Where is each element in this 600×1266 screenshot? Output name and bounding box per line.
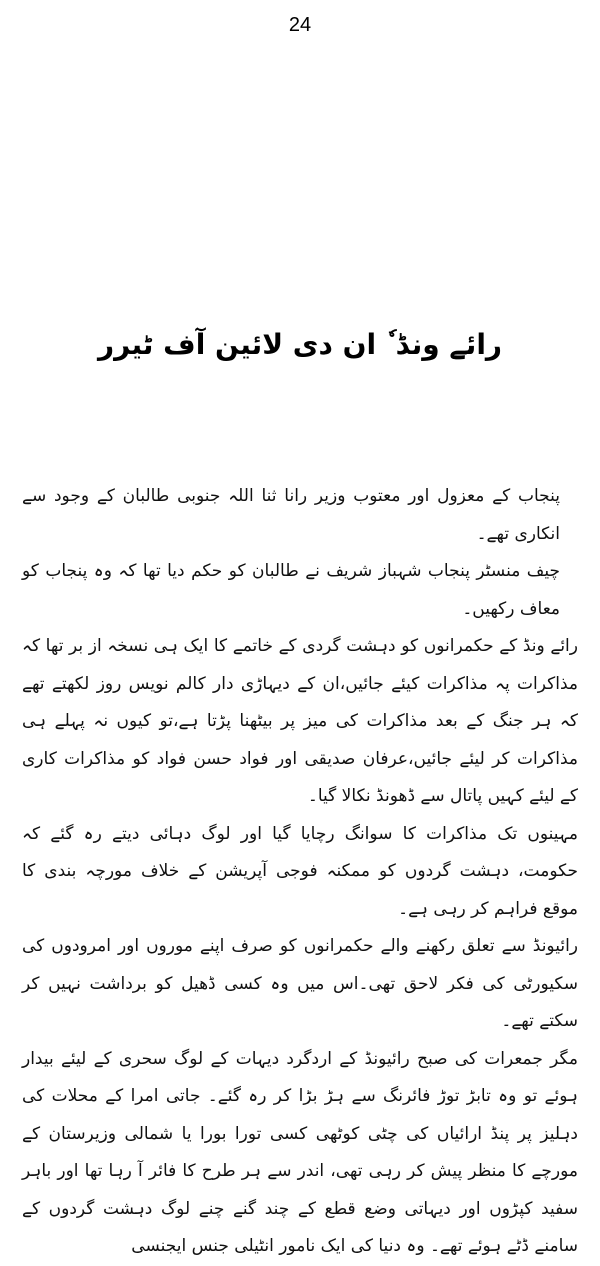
- page-number: 24: [288, 14, 312, 36]
- paragraph: رائے ونڈ کے حکمرانوں کو دہشت گردی کے خاتمے کا ایک ہی نسخہ از بر تھا کہ مذاکرات پہ مذاکرات کیئے جائیں،ان کے دیہاڑی دار کالم نویس روز لکھتے تھے کہ ہر جنگ کے بعد مذاکرات کی میز پر بیٹھنا پڑتا ہے،تو کیوں نہ پہلے ہی مذاکرات کر لیئے جائیں،عرفان صدیقی اور فواد حسن فواد کو مذاکرات کاری کے لیئے کہیں پاتال سے ڈھونڈ نکالا گیا۔: [22, 636, 578, 806]
- paragraph: مگر جمعرات کی صبح رائیونڈ کے اردگرد دیہات کے لوگ سحری کے لیئے بیدار ہوئے تو وہ تابڑ توڑ فائرنگ سے ہڑ بڑا کر رہ گئے۔ جاتی امرا کے محلات کی دہلیز پر پنڈ ارائیاں کی چٹی کوٹھی کسی تورا بورا یا شمالی وزیرستان کے مورچے کا منظر پیش کر رہی تھی، اندر سے ہر طرح کا فائر آ رہا تھا اور باہر سفید کپڑوں اور دیہاتی وضع قطع کے چند گنے چنے لوگ دہشت گردوں کے سامنے ڈٹے ہوئے تھے۔ وہ دنیا کی ایک نامور انٹیلی جنس ایجنسی: [22, 1048, 578, 1256]
- paragraph: پنجاب کے معزول اور معتوب وزیر رانا ثنا اللہ جنوبی طالبان کے وجود سے انکاری تھے۔: [22, 486, 560, 544]
- paragraph: چیف منسٹر پنجاب شہباز شریف نے طالبان کو حکم دیا تھا کہ وہ پنجاب کو معاف رکھیں۔: [22, 561, 560, 619]
- paragraph: مہینوں تک مذاکرات کا سوانگ رچایا گیا اور لوگ دہائی دیتے رہ گئے کہ حکومت، دہشت گردوں کو ممکنہ فوجی آپریشن کے خلاف مورچہ بندی کا موقع فراہم کر رہی ہے۔: [22, 823, 578, 919]
- paragraph: رائیونڈ سے تعلق رکھنے والے حکمرانوں کو صرف اپنے موروں اور امرودوں کی سکیورٹی کی فکر لاحق تھی۔اس میں وہ کسی ڈھیل کو برداشت نہیں کر سکتے تھے۔: [22, 936, 578, 1031]
- body-text: [22, 478, 578, 1266]
- chapter-title: رائے ونڈ ٗ ان دی لائین آف ٹیرر: [97, 328, 503, 361]
